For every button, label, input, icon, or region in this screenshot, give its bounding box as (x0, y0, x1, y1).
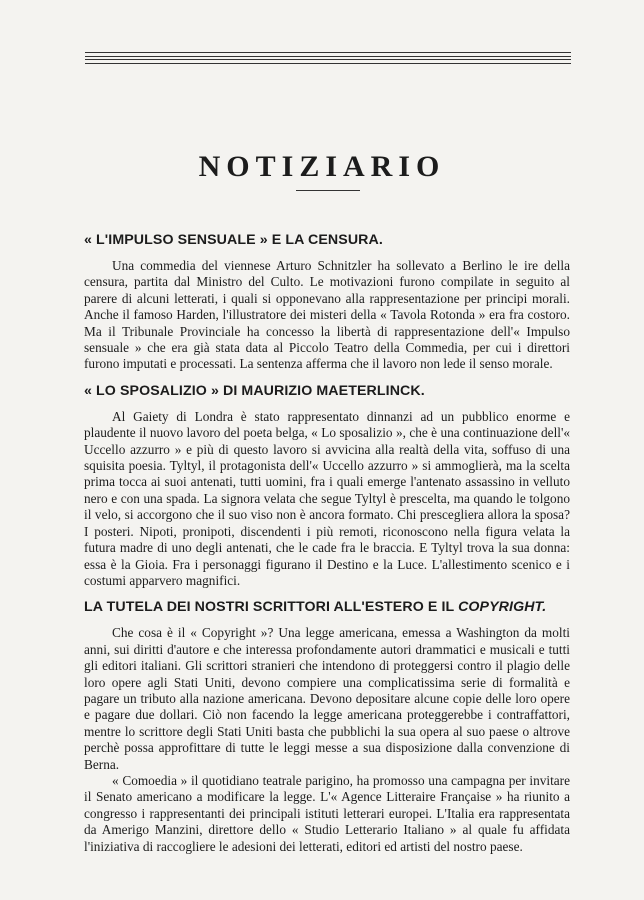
article-paragraph: Una commedia del viennese Arturo Schnitzler ha sollevato a Berlino le ire della censura, partita dal Ministro del Culto. Le motivazioni furono compilate in seguito al parere di alcuni letterati, i quali si opponevano alla rappresentazione per principi morali. Anche il famoso Harden, l'illustratore dei misteri della « Tavola Rotonda » era fra costoro. Ma il Tribunale Provinciale ha concesso la libertà di rappresentazione dell'« Impulso sensuale » che era già stata data al Piccolo Teatro della Commedia, per cui i direttori furono imputati e processati. La sentenza afferma che il lavoro non lede il senso morale. (84, 258, 570, 372)
page-title: NOTIZIARIO (198, 150, 446, 183)
article-copyright (84, 599, 570, 855)
article-paragraph: Al Gaiety di Londra è stato rappresentato dinnanzi ad un pubblico enorme e plaudente il nuovo lavoro del poeta belga, « Lo sposalizio », che è una continuazione dell'« Uccello azzurro » e più di questo lavoro si avvicina alla realtà della vita, soffuso di una squisita poesia. Tyltyl, il protagonista dell'« Uccello azzurro » si ammoglierà, ma la scelta prima tocca ai suoi antenati, tutti uomini, fra i quali emerge l'antenato assassino in velluto nero e con una spada. La signora velata che segue Tyltyl è prescelta, ma quando le tolgono il velo, si accorgono che il suo viso non è ancora formato. Chi prescegliera allora la sposa? I posteri. Nipoti, pronipoti, discendenti i più remoti, riconoscono nella figura velata la futura madre di uno degli antenati, che le cade fra le braccia. E Tyltyl trova la sua donna: essa è la Gioia. Fra i personaggi figurano il Destino e la Luce. L'allestimento scenico e i costumi apparvero magnifici. (84, 408, 570, 588)
article-sposalizio (84, 383, 570, 589)
article-heading-text: LA TUTELA DEI NOSTRI SCRITTORI ALL'ESTERO E IL (84, 599, 455, 616)
article-heading (84, 599, 570, 615)
article-paragraph: « Comoedia » il quotidiano teatrale parigino, ha promosso una campagna per invitare il Senato americano a modificare la legge. L'« Agence Litteraire Française » ha riunito a congresso i rappresentanti dei principali istituti letterari europei. L'Italia era rappresentata da Amerigo Manzini, direttore dello « Studio Letterario Italiano » al quale fu affidata l'iniziativa di raccogliere le adesioni dei letterati, editori ed artisti del nostro paese. (84, 772, 570, 854)
article-impulso-sensuale (84, 232, 570, 373)
article-heading: « L'IMPULSO SENSUALE » E LA CENSURA. (84, 232, 383, 248)
top-rule-second (85, 59, 571, 64)
article-heading-italic: COPYRIGHT. (458, 599, 547, 616)
title-underline (296, 190, 360, 191)
article-heading: « LO SPOSALIZIO » DI MAURIZIO MAETERLINCK. (84, 382, 425, 399)
article-paragraph: Che cosa è il « Copyright »? Una legge americana, emessa a Washington da molti anni, sui diritti d'autore e che interessa profondamente autori drammatici e musicali e tutti gli editori italiani. Gli scrittori stranieri che intendono di proteggersi contro il plagio delle loro opere agli Stati Uniti, devono compiere una complicatissima serie di formalità e pagare un tributo alla nazione americana. Devono depositare alcune copie delle loro opere e pagare due dollari. Ciò non facendo la legge americana proteggerebbe i contraffattori, mentre lo scrittore degli Stati Uniti basta che pubblichi la sua opera al suo paese o altrove perchè possa approfittare di tutte le leggi messe a sua disposizione dalla convenzione di Berna. (84, 625, 570, 772)
top-rule (85, 52, 571, 57)
article-list (84, 232, 570, 865)
